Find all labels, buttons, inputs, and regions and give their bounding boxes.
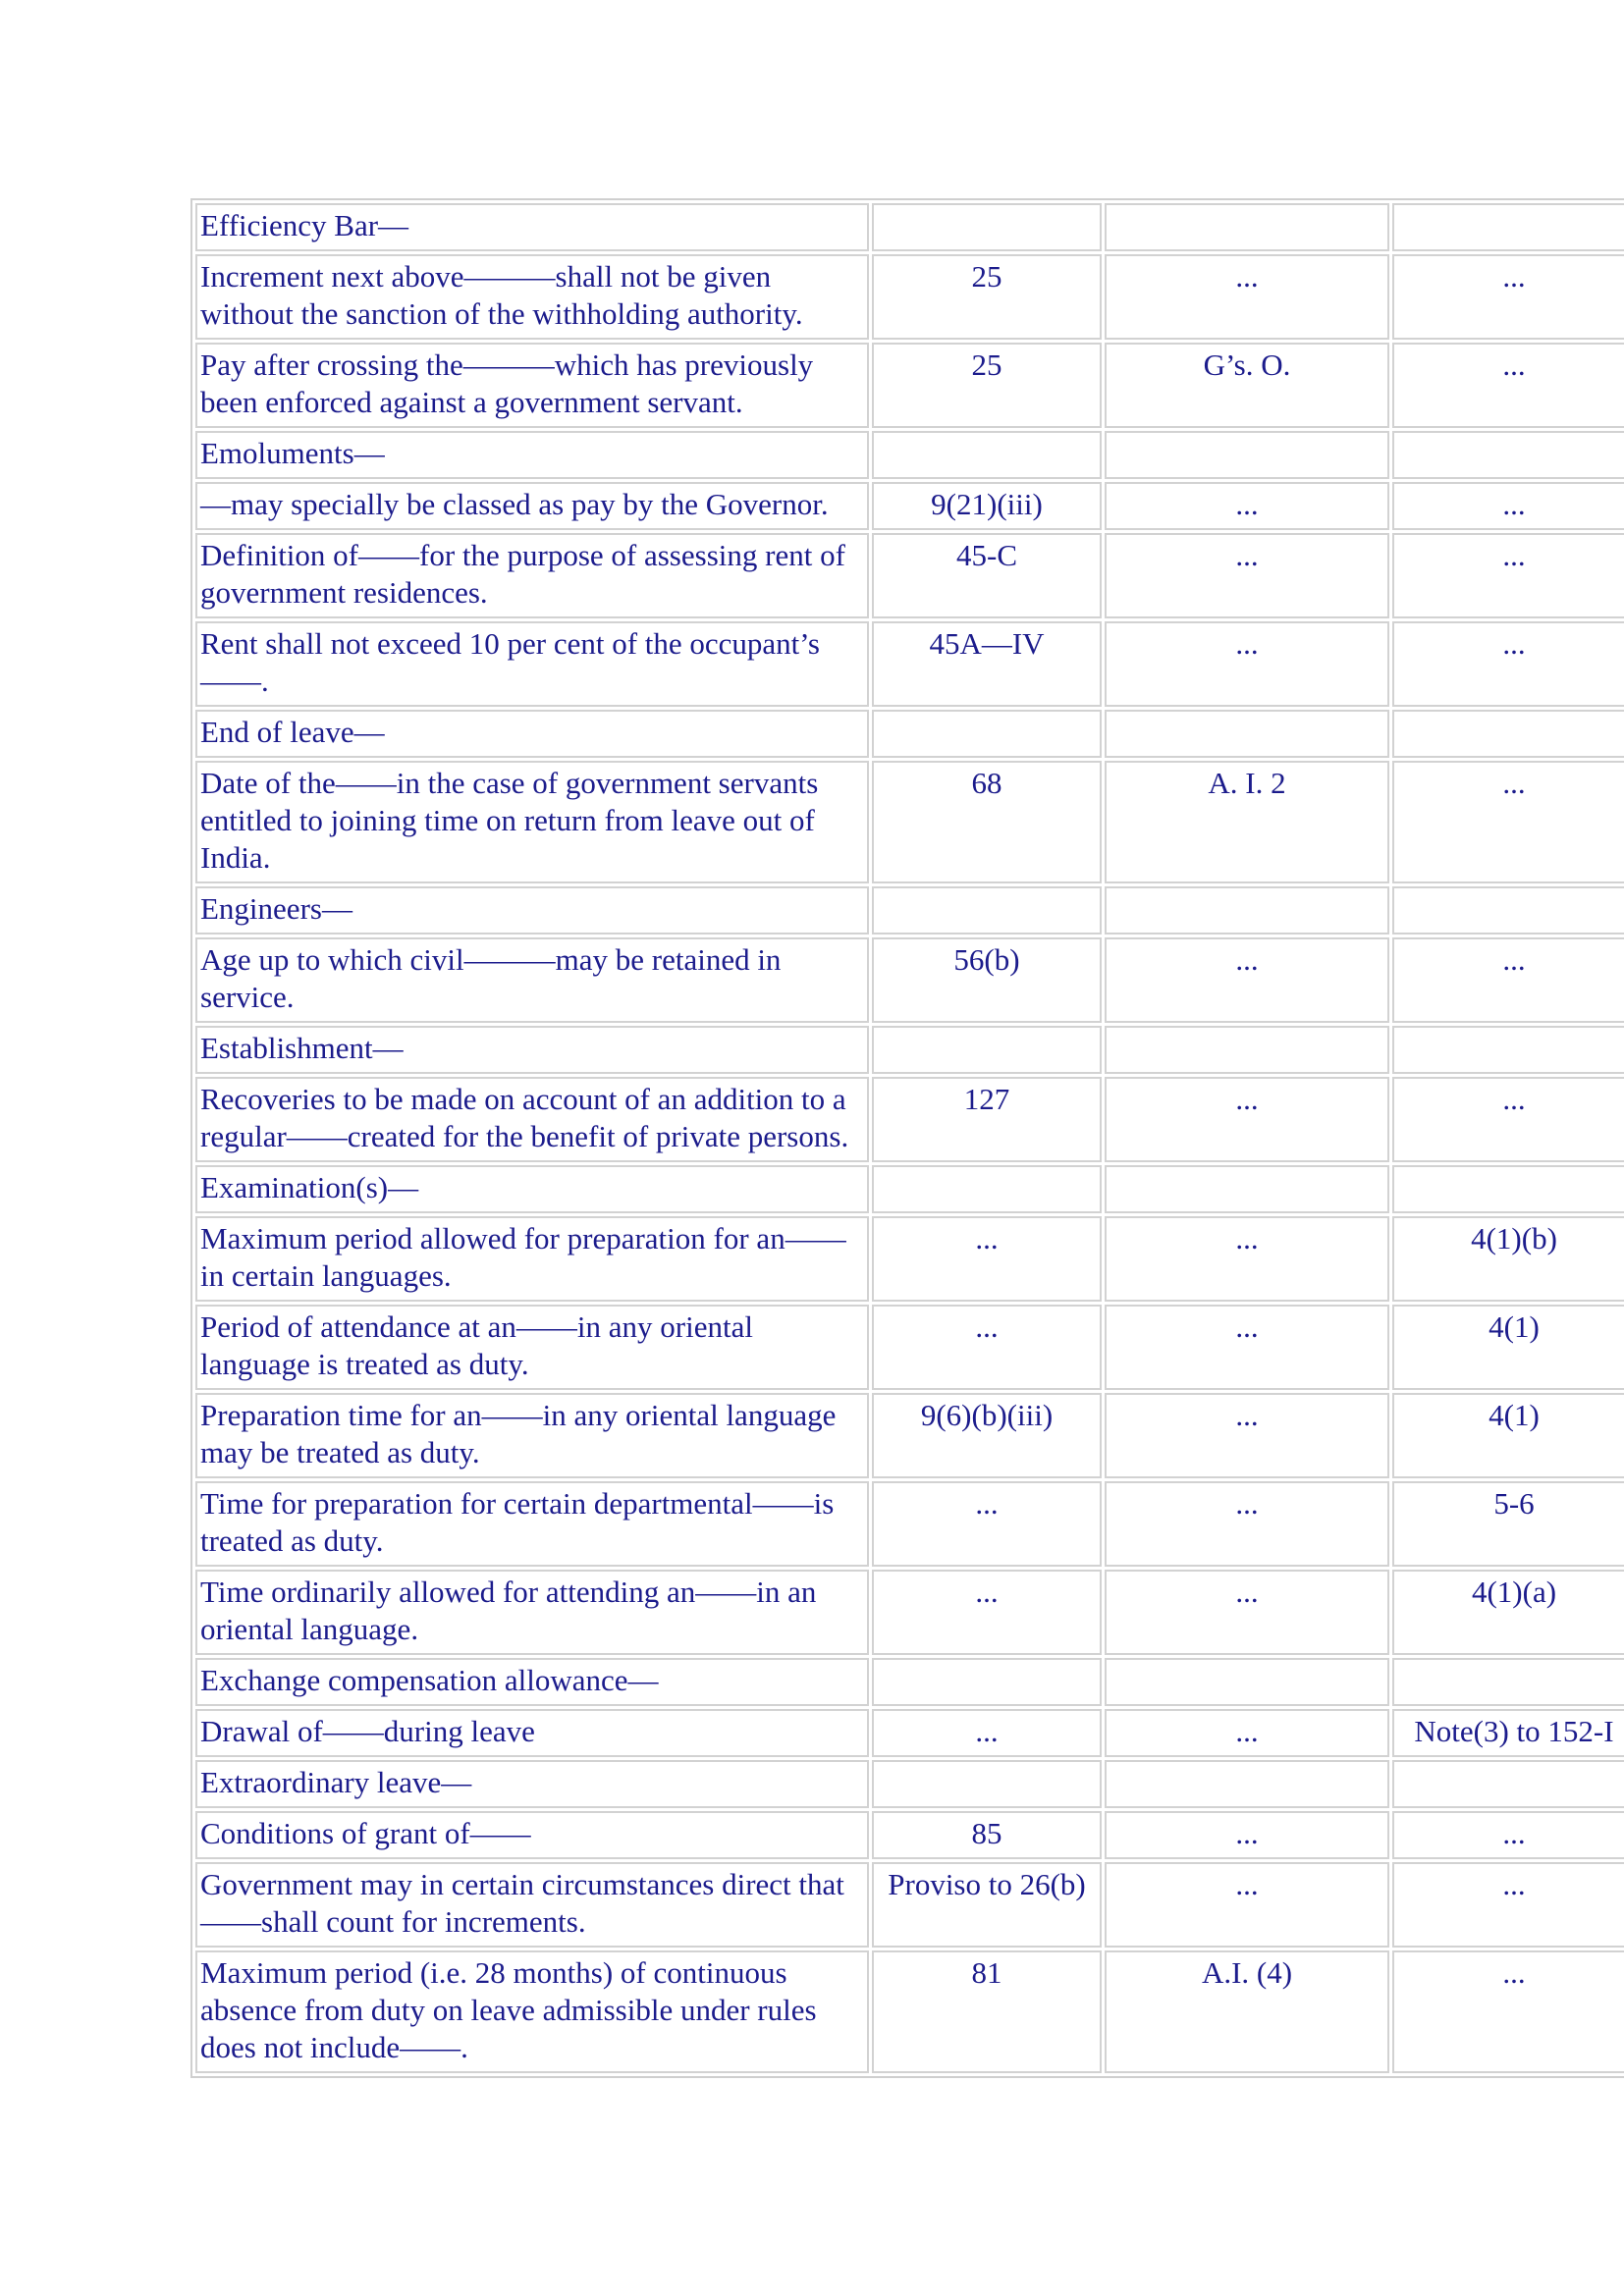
appendix-cell: Note(3) to 152-I	[1392, 1709, 1624, 1757]
rule-cell: ...	[872, 1216, 1102, 1302]
section-heading-row	[195, 431, 1624, 479]
appendix-cell	[1392, 1658, 1624, 1706]
appendix-cell: ...	[1392, 1950, 1624, 2073]
rule-cell: ...	[872, 1570, 1102, 1655]
orders-cell	[1105, 1165, 1389, 1213]
subject-cell: Date of the——in the case of government servants entitled to joining time on return from leave out of India.	[195, 761, 869, 883]
orders-cell	[1105, 886, 1389, 934]
table-row	[195, 1077, 1624, 1162]
rule-cell: ...	[872, 1709, 1102, 1757]
orders-cell: ...	[1105, 621, 1389, 707]
table-row	[195, 1216, 1624, 1302]
table-row	[195, 1305, 1624, 1390]
orders-cell: ...	[1105, 1077, 1389, 1162]
subject-cell: Examination(s)—	[195, 1165, 869, 1213]
appendix-cell	[1392, 886, 1624, 934]
appendix-cell: ...	[1392, 533, 1624, 618]
subject-cell: Exchange compensation allowance—	[195, 1658, 869, 1706]
appendix-cell	[1392, 1026, 1624, 1074]
appendix-cell	[1392, 431, 1624, 479]
orders-cell	[1105, 431, 1389, 479]
rule-cell	[872, 886, 1102, 934]
subject-cell: Preparation time for an——in any oriental language may be treated as duty.	[195, 1393, 869, 1478]
orders-cell	[1105, 1026, 1389, 1074]
subject-cell: Government may in certain circumstances direct that——shall count for increments.	[195, 1862, 869, 1948]
appendix-cell	[1392, 1760, 1624, 1808]
rule-cell: 68	[872, 761, 1102, 883]
rule-cell: ...	[872, 1305, 1102, 1390]
appendix-cell	[1392, 1165, 1624, 1213]
orders-cell: ...	[1105, 1811, 1389, 1859]
orders-cell	[1105, 710, 1389, 758]
orders-cell: ...	[1105, 1570, 1389, 1655]
rule-cell: 9(6)(b)(iii)	[872, 1393, 1102, 1478]
subject-cell: Time for preparation for certain departmental——is treated as duty.	[195, 1481, 869, 1567]
section-heading-row	[195, 710, 1624, 758]
rule-cell	[872, 1026, 1102, 1074]
orders-cell: ...	[1105, 254, 1389, 340]
subject-cell: End of leave—	[195, 710, 869, 758]
appendix-cell: 4(1)	[1392, 1305, 1624, 1390]
subject-cell: Efficiency Bar—	[195, 203, 869, 251]
orders-cell	[1105, 1760, 1389, 1808]
index-table-body	[195, 203, 1624, 2073]
subject-cell: —may specially be classed as pay by the Governor.	[195, 482, 869, 530]
appendix-cell: ...	[1392, 1811, 1624, 1859]
subject-cell: Extraordinary leave—	[195, 1760, 869, 1808]
subject-cell: Rent shall not exceed 10 per cent of the occupant’s——.	[195, 621, 869, 707]
rule-cell: 85	[872, 1811, 1102, 1859]
subject-cell: Time ordinarily allowed for attending an——in an oriental language.	[195, 1570, 869, 1655]
appendix-cell: ...	[1392, 482, 1624, 530]
subject-cell: Maximum period (i.e. 28 months) of continuous absence from duty on leave admissible under rules does not include——.	[195, 1950, 869, 2073]
appendix-cell: ...	[1392, 937, 1624, 1023]
subject-cell: Pay after crossing the———which has previously been enforced against a government servant.	[195, 343, 869, 428]
table-row	[195, 1811, 1624, 1859]
rule-cell	[872, 710, 1102, 758]
table-row	[195, 1481, 1624, 1567]
subject-cell: Recoveries to be made on account of an addition to a regular——created for the benefit of private persons.	[195, 1077, 869, 1162]
table-row	[195, 482, 1624, 530]
index-table	[190, 198, 1624, 2078]
orders-cell: ...	[1105, 1862, 1389, 1948]
rule-cell: 127	[872, 1077, 1102, 1162]
appendix-cell: ...	[1392, 1077, 1624, 1162]
appendix-cell: ...	[1392, 1862, 1624, 1948]
orders-cell: A. I. 2	[1105, 761, 1389, 883]
table-row	[195, 621, 1624, 707]
section-heading-row	[195, 886, 1624, 934]
subject-cell: Period of attendance at an——in any oriental language is treated as duty.	[195, 1305, 869, 1390]
appendix-cell: ...	[1392, 761, 1624, 883]
orders-cell: ...	[1105, 1305, 1389, 1390]
orders-cell: ...	[1105, 1481, 1389, 1567]
appendix-cell: ...	[1392, 343, 1624, 428]
appendix-cell: ...	[1392, 254, 1624, 340]
orders-cell	[1105, 203, 1389, 251]
subject-cell: Emoluments—	[195, 431, 869, 479]
table-row	[195, 1393, 1624, 1478]
rule-cell: ...	[872, 1481, 1102, 1567]
appendix-cell	[1392, 710, 1624, 758]
appendix-cell: ...	[1392, 621, 1624, 707]
table-row	[195, 343, 1624, 428]
table-row	[195, 1709, 1624, 1757]
rule-cell: Proviso to 26(b)	[872, 1862, 1102, 1948]
table-row	[195, 1862, 1624, 1948]
orders-cell: ...	[1105, 1393, 1389, 1478]
rule-cell: 25	[872, 343, 1102, 428]
rule-cell: 81	[872, 1950, 1102, 2073]
section-heading-row	[195, 203, 1624, 251]
rule-cell: 45-C	[872, 533, 1102, 618]
subject-cell: Drawal of——during leave	[195, 1709, 869, 1757]
orders-cell	[1105, 1658, 1389, 1706]
appendix-cell: 4(1)	[1392, 1393, 1624, 1478]
section-heading-row	[195, 1026, 1624, 1074]
rule-cell	[872, 203, 1102, 251]
table-row	[195, 533, 1624, 618]
subject-cell: Maximum period allowed for preparation for an——in certain languages.	[195, 1216, 869, 1302]
appendix-cell: 5-6	[1392, 1481, 1624, 1567]
section-heading-row	[195, 1165, 1624, 1213]
rule-cell	[872, 1658, 1102, 1706]
subject-cell: Definition of——for the purpose of assessing rent of government residences.	[195, 533, 869, 618]
rule-cell: 45A—IV	[872, 621, 1102, 707]
rule-cell: 56(b)	[872, 937, 1102, 1023]
appendix-cell: 4(1)(b)	[1392, 1216, 1624, 1302]
rule-cell: 25	[872, 254, 1102, 340]
table-row	[195, 761, 1624, 883]
rule-cell	[872, 1760, 1102, 1808]
orders-cell: G’s. O.	[1105, 343, 1389, 428]
orders-cell: ...	[1105, 482, 1389, 530]
subject-cell: Engineers—	[195, 886, 869, 934]
table-row	[195, 254, 1624, 340]
rule-cell	[872, 1165, 1102, 1213]
appendix-cell	[1392, 203, 1624, 251]
subject-cell: Conditions of grant of——	[195, 1811, 869, 1859]
orders-cell: ...	[1105, 533, 1389, 618]
rule-cell	[872, 431, 1102, 479]
subject-cell: Increment next above———shall not be given without the sanction of the withholding authority.	[195, 254, 869, 340]
orders-cell: A.I. (4)	[1105, 1950, 1389, 2073]
rule-cell: 9(21)(iii)	[872, 482, 1102, 530]
subject-cell: Age up to which civil———may be retained in service.	[195, 937, 869, 1023]
table-row	[195, 1570, 1624, 1655]
appendix-cell: 4(1)(a)	[1392, 1570, 1624, 1655]
table-row	[195, 937, 1624, 1023]
section-heading-row	[195, 1760, 1624, 1808]
orders-cell: ...	[1105, 1709, 1389, 1757]
table-row	[195, 1950, 1624, 2073]
orders-cell: ...	[1105, 1216, 1389, 1302]
section-heading-row	[195, 1658, 1624, 1706]
subject-cell: Establishment—	[195, 1026, 869, 1074]
orders-cell: ...	[1105, 937, 1389, 1023]
